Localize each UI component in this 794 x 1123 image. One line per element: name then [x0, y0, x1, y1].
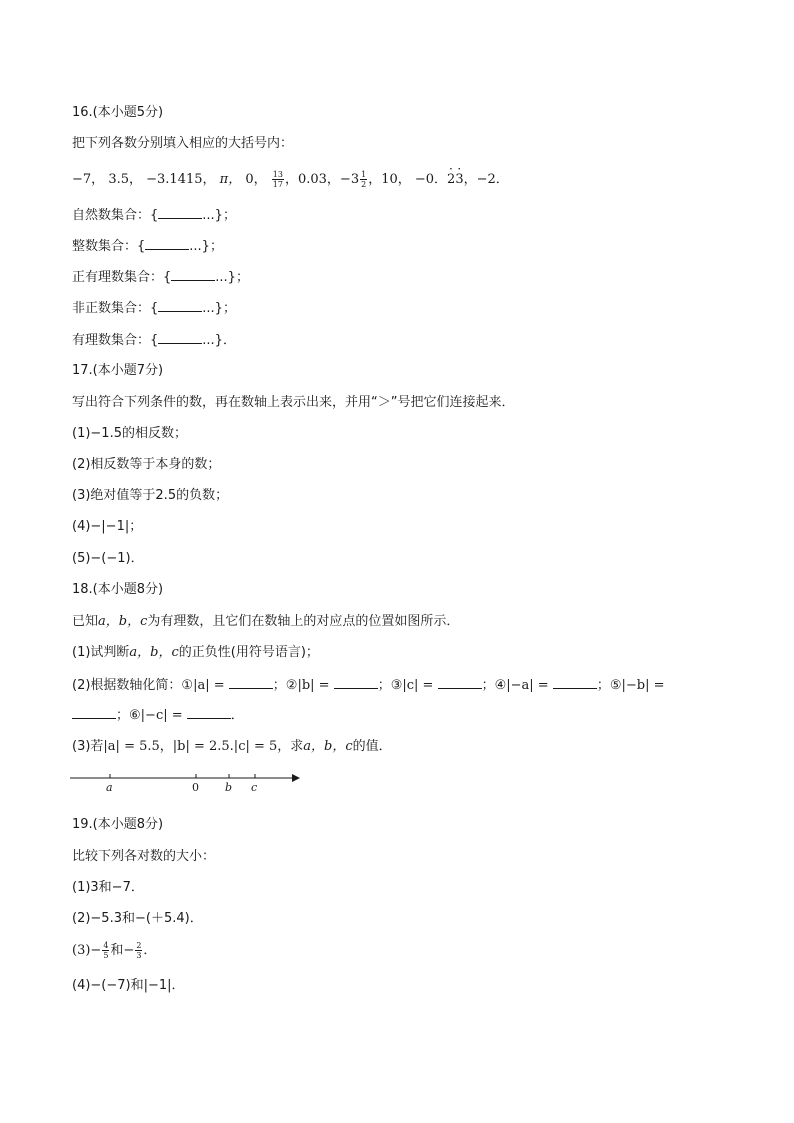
q18-intro: 已知a，b，c为有理数，且它们在数轴上的对应点的位置如图所示．: [72, 614, 460, 629]
q16-header: 16.(本小题5分): [72, 105, 164, 120]
answer-blank[interactable]: [438, 676, 482, 689]
fraction: $\frac{13}{17}$: [272, 170, 283, 189]
q17-item: (4)−|−1|；: [72, 519, 143, 534]
q19-item: (3)− $\frac{4}{5}$ 和− $\frac{2}{3}$ ．: [72, 941, 157, 960]
q19-instruction: 比较下列各对数的大小：: [72, 849, 216, 864]
q17-instruction: 写出符合下列条件的数，再在数轴上表示出来，并用“＞”号把它们连接起来．: [72, 395, 515, 410]
number-item: ，0.03，: [284, 172, 340, 187]
answer-blank[interactable]: [158, 206, 202, 219]
label-zero: 0: [192, 781, 199, 794]
repeating-digit: · 2: [447, 171, 455, 189]
label-c: c: [251, 781, 258, 794]
number-item: −7，: [72, 172, 105, 187]
answer-blank[interactable]: [334, 676, 378, 689]
q19-item: (2)−5.3和−(＋5.4)．: [72, 911, 203, 926]
q17-item: (2)相反数等于本身的数；: [72, 457, 221, 472]
arrow-head-icon: [292, 774, 300, 782]
q18-item3: (3)若|a| = 5.5，|b| = 2.5.|c| = 5，求a，b，c的值．: [72, 739, 392, 754]
number-item: −0．: [414, 172, 448, 187]
q18-item1: (1)试判断a，b，c的正负性(用符号语言)；: [72, 645, 319, 660]
q19-item: (4)−(−7)和|−1|．: [72, 978, 185, 993]
label-a: a: [106, 781, 113, 794]
q18-header: 18.(本小题8分): [72, 582, 164, 597]
answer-blank[interactable]: [553, 676, 597, 689]
number-item: −3: [339, 172, 360, 187]
q17-item: (5)−(−1)．: [72, 551, 144, 566]
answer-blank[interactable]: [145, 237, 189, 250]
number-item: −3.1415，: [146, 172, 216, 187]
mixed-fraction: $\frac{1}{2}$: [361, 170, 367, 189]
number-item: 0，: [245, 172, 267, 187]
number-item: ，−2．: [463, 172, 509, 187]
number-item: ，10，: [368, 172, 411, 187]
number-line-diagram: [60, 766, 310, 796]
q16-instruction: 把下列各数分别填入相应的大括号内：: [72, 136, 294, 151]
q17-item: (3)绝对值等于2.5的负数；: [72, 488, 229, 503]
q17-header: 17.(本小题7分): [72, 363, 164, 378]
q17-item: (1)−1.5的相反数；: [72, 426, 187, 441]
answer-blank[interactable]: [72, 706, 116, 719]
q18-item2: (2)根据数轴化简：①|a| = ；②|b| = ；③|c| = ；④|−a| = ；⑤|−b| =: [72, 678, 665, 693]
label-b: b: [225, 781, 233, 794]
answer-blank[interactable]: [158, 299, 202, 312]
q18-item2-cont: ；⑥|−c| = ．: [72, 706, 244, 725]
answer-blank[interactable]: [229, 676, 273, 689]
repeating-digit: · 3: [455, 171, 463, 189]
set-non-positive: 非正数集合：{ ...}；: [72, 301, 236, 316]
answer-blank[interactable]: [171, 268, 215, 281]
set-integer: 整数集合：{ ...}；: [72, 239, 223, 254]
number-item: 3.5，: [108, 172, 142, 187]
set-rational: 有理数集合：{ ...}．: [72, 333, 236, 348]
q19-header: 19.(本小题8分): [72, 817, 164, 832]
set-natural: 自然数集合：{ ...}；: [72, 208, 236, 223]
q16-number-list: [72, 170, 509, 189]
set-positive-rational: 正有理数集合：{ ...}；: [72, 270, 249, 285]
answer-blank[interactable]: [158, 331, 202, 344]
q19-item: (1)3和−7．: [72, 880, 144, 895]
number-item: π，: [219, 172, 242, 187]
answer-blank[interactable]: [187, 706, 231, 719]
